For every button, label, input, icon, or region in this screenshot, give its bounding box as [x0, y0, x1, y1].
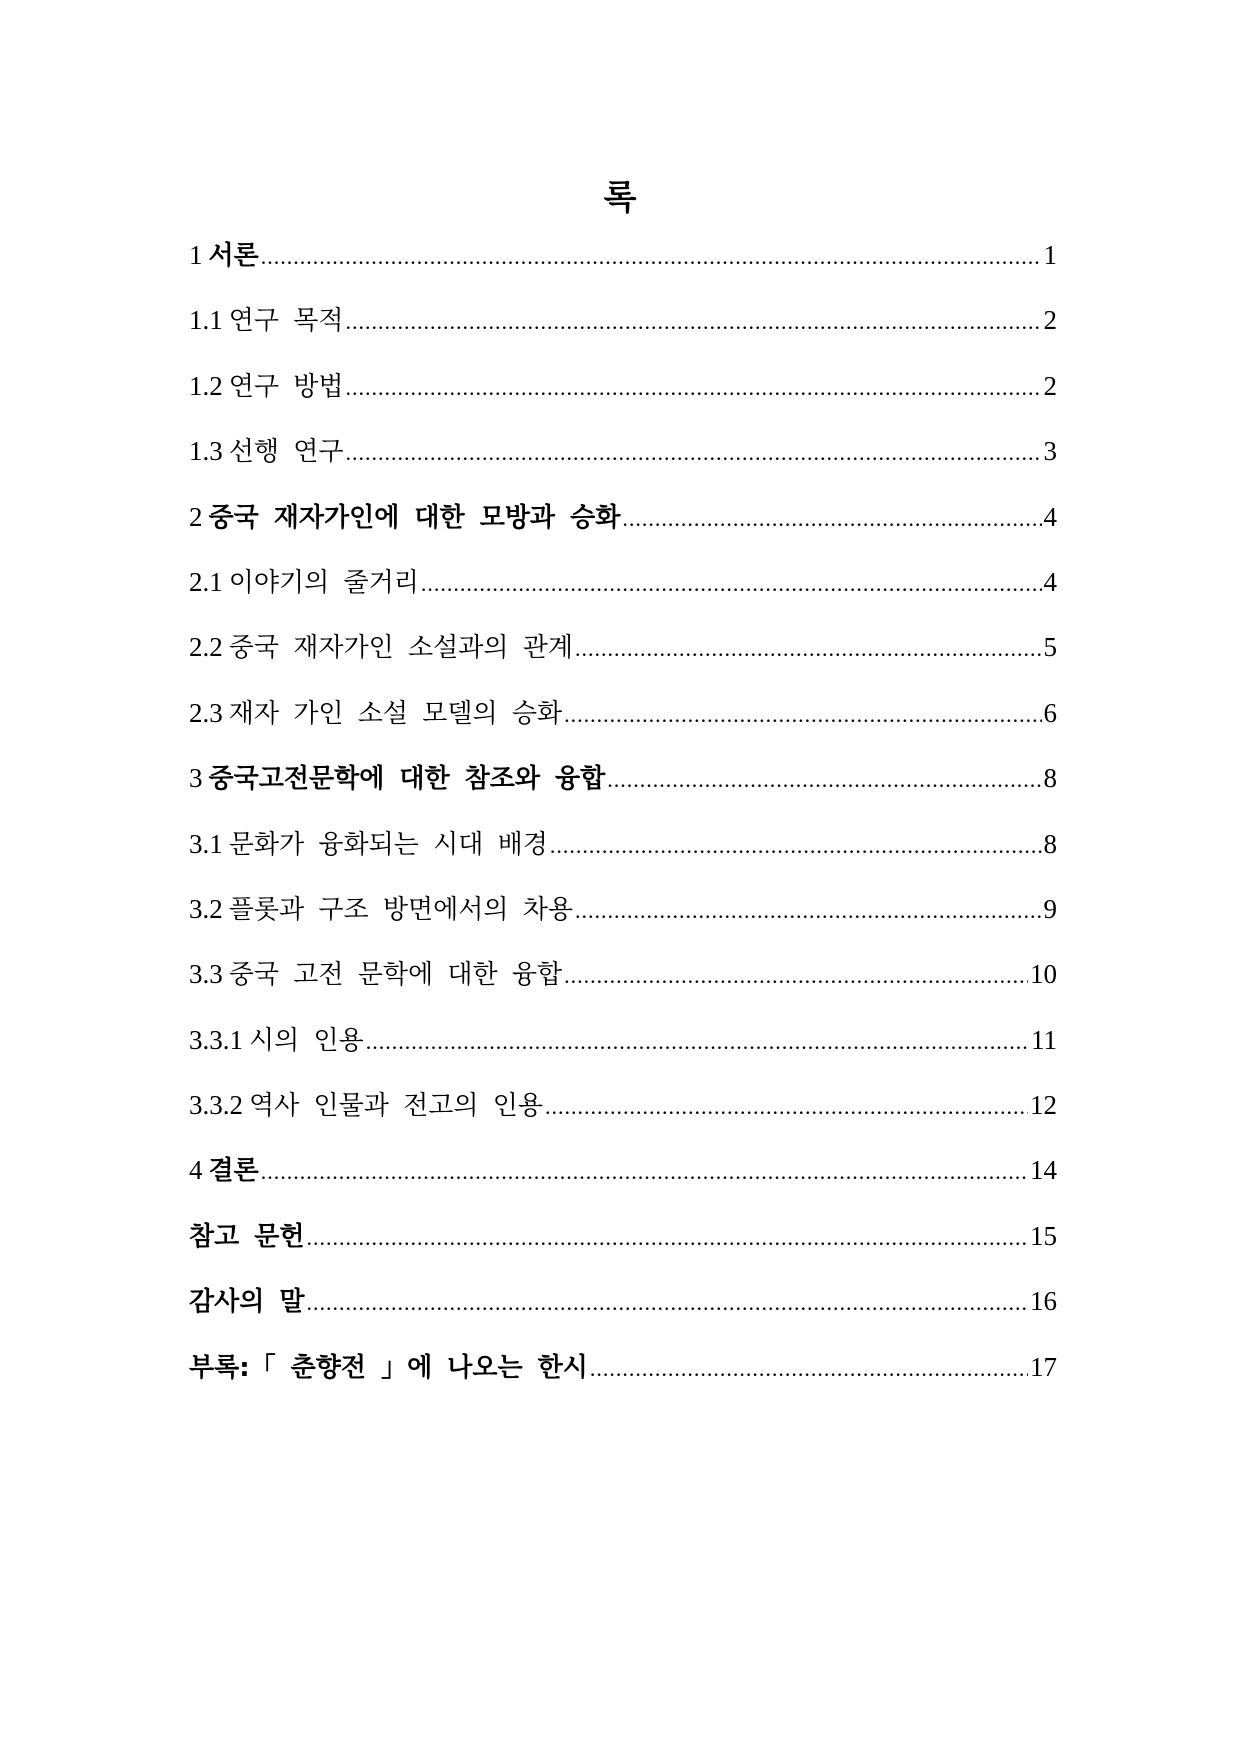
- toc-entry-number: 1.2: [189, 370, 223, 401]
- toc-entry-page: 8: [1043, 763, 1057, 794]
- toc-entry: [189, 1352, 1057, 1417]
- toc-entry-page: 15: [1030, 1220, 1057, 1251]
- toc-entry-label: 부록:「 춘향전 」에 나오는 한시: [189, 1352, 588, 1383]
- toc-entry: [189, 632, 1057, 697]
- toc-leader-dots: [345, 438, 1041, 468]
- toc-entry-page: 16: [1030, 1286, 1057, 1317]
- toc-entry: [189, 1090, 1057, 1155]
- toc-leader-dots: [345, 373, 1041, 403]
- toc-entry-page: 1: [1043, 240, 1057, 270]
- toc-entry-page: 6: [1043, 697, 1057, 728]
- toc-entry-number: 4: [189, 1155, 203, 1186]
- toc-entry: [189, 436, 1057, 501]
- toc-entry: [189, 698, 1057, 763]
- toc-entry: [189, 829, 1057, 894]
- toc-entry: [189, 1155, 1057, 1220]
- toc-entry-page: 3: [1043, 436, 1057, 467]
- toc-entry-number: 1.1: [189, 305, 223, 336]
- toc-leader-dots: [575, 634, 1042, 664]
- toc-entry-number: 3.3.1: [189, 1024, 243, 1055]
- toc-entry-number: 3.1: [189, 828, 223, 859]
- toc-entry-number: 1.3: [189, 436, 223, 467]
- toc-leader-dots: [575, 896, 1042, 926]
- toc-entry: [189, 502, 1057, 567]
- toc-entry: [189, 305, 1057, 370]
- toc-entry-number: 3: [189, 763, 203, 794]
- toc-entry-page: 9: [1043, 893, 1057, 924]
- toc-entry-label: 중국 재자가인 소설과의 관계: [228, 633, 573, 664]
- toc-entry: [189, 371, 1057, 436]
- toc-entry-label: 중국고전문학에 대한 참조와 융합: [208, 764, 606, 795]
- toc-entry-label: 중국 고전 문학에 대한 융합: [228, 960, 563, 991]
- toc-entry-label: 감사의 말: [189, 1287, 305, 1318]
- toc-title: 록: [603, 178, 637, 218]
- toc-leader-dots: [622, 504, 1041, 534]
- toc-list: [189, 240, 1057, 1417]
- toc-leader-dots: [564, 700, 1041, 730]
- toc-entry: [189, 1221, 1057, 1286]
- toc-entry-number: 3.2: [189, 893, 223, 924]
- toc-entry-number: 3.3.2: [189, 1090, 243, 1121]
- toc-entry-label: 문화가 융화되는 시대 배경: [228, 829, 548, 860]
- toc-leader-dots: [307, 1288, 1028, 1318]
- toc-entry: [189, 240, 1057, 305]
- toc-entry-number: 1: [189, 240, 203, 270]
- toc-entry-page: 2: [1043, 305, 1057, 336]
- toc-leader-dots: [261, 1157, 1028, 1187]
- toc-entry-page: 14: [1030, 1155, 1057, 1186]
- toc-entry-label: 이야기의 줄거리: [228, 567, 419, 598]
- toc-entry: [189, 1025, 1057, 1090]
- toc-entry-label: 역사 인물과 전고의 인용: [249, 1091, 543, 1122]
- toc-leader-dots: [421, 569, 1042, 599]
- toc-entry-label: 재자 가인 소설 모델의 승화: [228, 698, 563, 729]
- toc-entry-page: 8: [1043, 828, 1057, 859]
- toc-leader-dots: [550, 831, 1042, 861]
- toc-entry: [189, 763, 1057, 828]
- toc-entry: [189, 1286, 1057, 1351]
- toc-entry-number: 2: [189, 501, 203, 532]
- toc-entry-page: 4: [1043, 566, 1057, 597]
- toc-leader-dots: [307, 1223, 1028, 1253]
- toc-entry-label: 중국 재자가인에 대한 모방과 승화: [208, 502, 621, 533]
- toc-leader-dots: [564, 961, 1028, 991]
- toc-entry-label: 서론: [208, 241, 259, 271]
- toc-entry: [189, 894, 1057, 959]
- toc-entry-label: 결론: [208, 1156, 259, 1187]
- toc-entry-label: 플롯과 구조 방면에서의 차용: [228, 894, 573, 925]
- toc-entry-page: 10: [1030, 959, 1057, 990]
- toc-leader-dots: [607, 765, 1041, 795]
- toc-entry-number: 2.2: [189, 632, 223, 663]
- toc-entry-label: 시의 인용: [249, 1025, 364, 1056]
- toc-entry: [189, 959, 1057, 1024]
- toc-entry-label: 선행 연구: [228, 437, 344, 468]
- toc-entry-number: 3.3: [189, 959, 223, 990]
- toc-entry-number: 2.3: [189, 697, 223, 728]
- toc-leader-dots: [545, 1092, 1028, 1122]
- toc-leader-dots: [345, 307, 1041, 337]
- toc-entry-label: 참고 문헌: [189, 1221, 305, 1252]
- toc-entry-page: 4: [1043, 501, 1057, 532]
- toc-entry-number: 2.1: [189, 566, 223, 597]
- toc-leader-dots: [590, 1354, 1028, 1384]
- toc-entry-page: 2: [1043, 370, 1057, 401]
- toc-entry: [189, 567, 1057, 632]
- toc-entry-page: 12: [1030, 1090, 1057, 1121]
- toc-entry-page: 17: [1030, 1351, 1057, 1382]
- toc-leader-dots: [366, 1027, 1029, 1057]
- toc-entry-label: 연구 방법: [228, 371, 344, 402]
- toc-entry-page: 5: [1043, 632, 1057, 663]
- toc-entry-page: 11: [1031, 1024, 1057, 1055]
- toc-entry-label: 연구 목적: [228, 306, 344, 337]
- toc-leader-dots: [261, 242, 1042, 272]
